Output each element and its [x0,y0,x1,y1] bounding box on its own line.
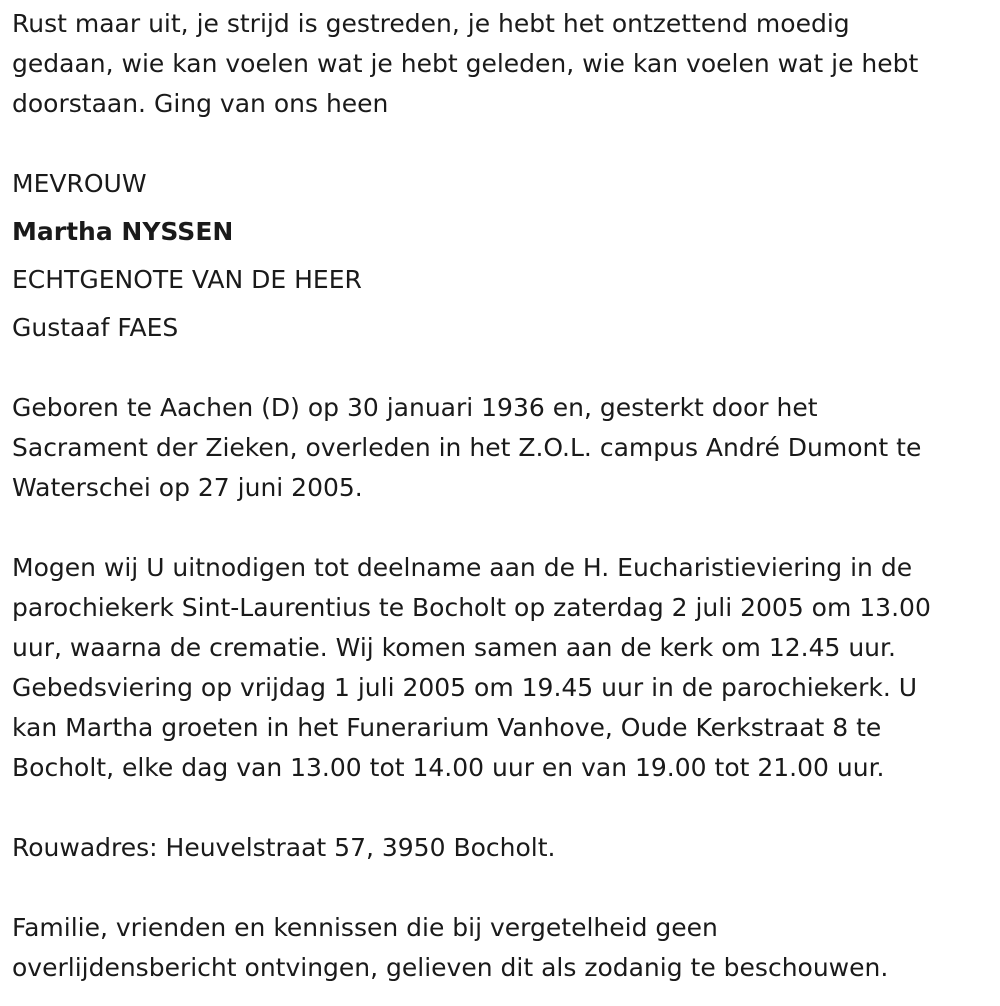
salutation: MEVROUW [12,169,147,198]
obituary-document [12,4,992,988]
ceremony-paragraph [12,548,992,788]
relation: ECHTGENOTE VAN DE HEER [12,265,362,294]
intro-line: gedaan, wie kan voelen wat je hebt geleden, wie kan voelen wat je hebt [12,49,919,78]
birth-death-line: Sacrament der Zieken, overleden in het Z.O.L. campus André Dumont te [12,433,922,462]
mourning-address: Rouwadres: Heuvelstraat 57, 3950 Bocholt. [12,833,556,862]
birth-death-line: Waterschei op 27 juni 2005. [12,473,363,502]
ceremony-line: uur, waarna de crematie. Wij komen samen aan de kerk om 12.45 uur. [12,633,896,662]
ceremony-line: Bocholt, elke dag van 13.00 tot 14.00 uur en van 19.00 tot 21.00 uur. [12,753,885,782]
ceremony-line: Gebedsviering op vrijdag 1 juli 2005 om 19.45 uur in de parochiekerk. U [12,673,918,702]
closing-paragraph [12,908,992,988]
ceremony-line: parochiekerk Sint-Laurentius te Bocholt op zaterdag 2 juli 2005 om 13.00 [12,593,931,622]
intro-line: Rust maar uit, je strijd is gestreden, je hebt het ontzettend moedig [12,9,850,38]
birth-death-line: Geboren te Aachen (D) op 30 januari 1936 en, gesterkt door het [12,393,818,422]
ceremony-line: kan Martha groeten in het Funerarium Vanhove, Oude Kerkstraat 8 te [12,713,882,742]
birth-death-paragraph [12,388,992,508]
ceremony-line: Mogen wij U uitnodigen tot deelname aan de H. Eucharistieviering in de [12,553,913,582]
intro-line: doorstaan. Ging van ons heen [12,89,389,118]
spouse-name: Gustaaf FAES [12,313,179,342]
deceased-name: Martha NYSSEN [12,217,234,246]
closing-line: overlijdensbericht ontvingen, gelieven dit als zodanig te beschouwen. [12,953,889,982]
intro-paragraph [12,4,992,124]
closing-line: Familie, vrienden en kennissen die bij vergetelheid geen [12,913,718,942]
address-paragraph [12,828,992,868]
person-block [12,164,992,348]
